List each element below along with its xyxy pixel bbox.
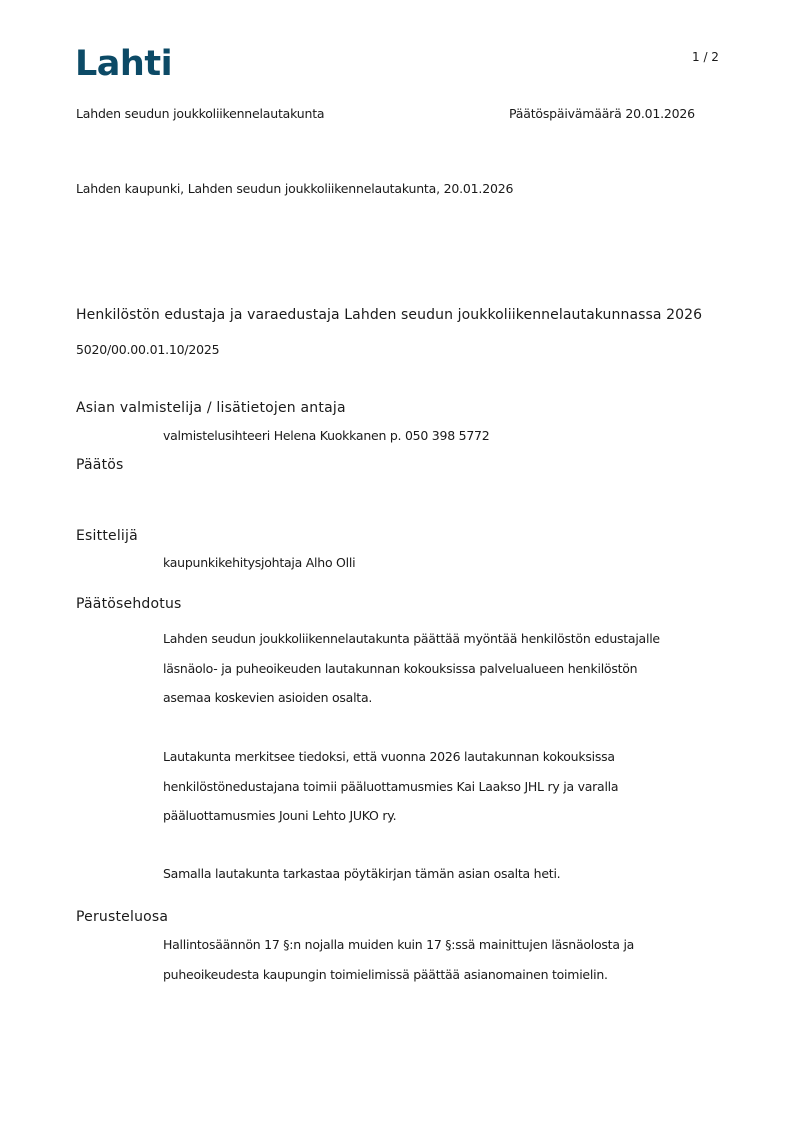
body-name: Lahden seudun joukkoliikennelautakunta [76, 106, 325, 121]
presenter-heading: Esittelijä [76, 528, 138, 544]
rationale-heading: Perusteluosa [76, 909, 169, 925]
text-line: läsnäolo- ja puheoikeuden lautakunnan kokouksissa palvelualueen henkilöstön [163, 660, 638, 676]
text-line: pääluottamusmies Jouni Lehto JUKO ry. [163, 808, 397, 823]
record-number: 5020/00.00.01.10/2025 [76, 342, 220, 357]
text-line: Lautakunta merkitsee tiedoksi, että vuonna 2026 lautakunnan kokouksissa [163, 749, 615, 764]
meeting-line: Lahden kaupunki, Lahden seudun joukkoliikennelautakunta, 20.01.2026 [76, 181, 514, 196]
lahti-logo: Lahti [75, 44, 173, 84]
proposal-heading: Päätösehdotus [76, 596, 182, 612]
text-line: Lahden seudun joukkoliikennelautakunta päättää myöntää henkilöstön edustajalle [163, 631, 660, 646]
text-line: Samalla lautakunta tarkastaa pöytäkirjan tämän asian osalta heti. [163, 866, 561, 881]
presenter-value: kaupunkikehitysjohtaja Alho Olli [163, 555, 356, 570]
case-title: Henkilöstön edustaja ja varaedustaja Lahden seudun joukkoliikennelautakunnassa 2026 [76, 307, 703, 323]
proposal-paragraph-1 [163, 624, 723, 713]
preparer-heading: Asian valmistelija / lisätietojen antaja [76, 400, 346, 416]
preparer-value: valmistelusihteeri Helena Kuokkanen p. 050 398 5772 [163, 428, 490, 443]
text-line: henkilöstönedustajana toimii pääluottamusmies Kai Laakso JHL ry ja varalla [163, 778, 619, 794]
text-line: Hallintosäännön 17 §:n nojalla muiden kuin 17 §:ssä mainittujen läsnäolosta ja [163, 937, 635, 952]
decision-heading: Päätös [76, 457, 124, 473]
rationale-paragraph [163, 930, 723, 989]
text-line: asemaa koskevien asioiden osalta. [163, 690, 373, 705]
text-line: puheoikeudesta kaupungin toimielimissä päättää asianomainen toimielin. [163, 966, 608, 982]
page-number: 1 / 2 [692, 50, 719, 64]
proposal-paragraph-2 [163, 742, 723, 831]
decision-date: Päätöspäivämäärä 20.01.2026 [509, 106, 695, 121]
proposal-paragraph-3 [163, 859, 723, 889]
